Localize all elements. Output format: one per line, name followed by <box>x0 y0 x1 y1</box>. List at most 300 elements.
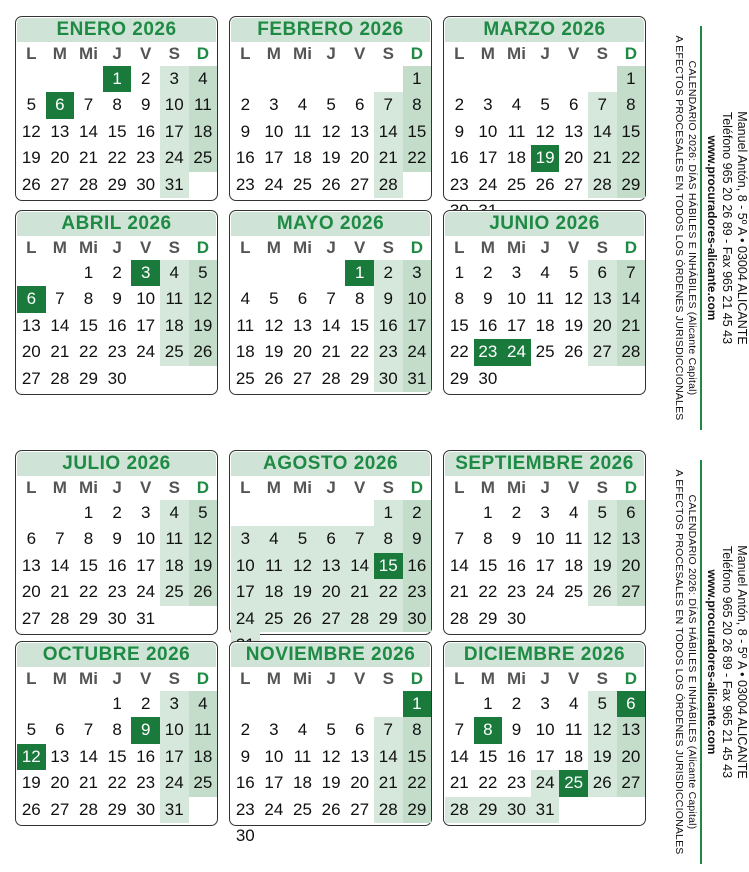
day-cell: 22 <box>617 145 646 171</box>
day-cell: 28 <box>617 339 646 365</box>
day-cell: 19 <box>588 744 617 770</box>
day-cell: 19 <box>564 315 584 335</box>
day-cell: 3 <box>483 95 493 115</box>
week-row <box>16 553 217 579</box>
week-row <box>444 66 645 92</box>
day-cell: 11 <box>160 526 189 552</box>
weekday-header <box>16 667 217 691</box>
day-cell: 15 <box>617 119 646 145</box>
day-cell: 13 <box>50 121 70 141</box>
day-cell: 30 <box>507 608 526 628</box>
empty-cell <box>559 606 588 632</box>
weekday-label: J <box>326 44 336 63</box>
day-cell: 20 <box>21 582 41 602</box>
day-cell: 1 <box>483 694 493 713</box>
weekday-label: Mi <box>79 44 98 63</box>
day-cell: 15 <box>478 746 498 766</box>
empty-cell <box>345 500 374 526</box>
week-row <box>16 313 217 339</box>
weekday-label: S <box>168 669 180 688</box>
week-row <box>444 717 645 743</box>
day-cell: 9 <box>454 121 465 141</box>
month-card <box>443 641 646 826</box>
day-cell: 2 <box>140 69 151 88</box>
weekday-label: V <box>140 238 152 257</box>
day-cell: 24 <box>160 145 189 171</box>
empty-cell <box>445 500 474 526</box>
week-row <box>16 366 217 392</box>
empty-cell <box>46 691 75 717</box>
week-row <box>16 119 217 145</box>
day-cell: 29 <box>474 797 503 823</box>
week-row <box>444 579 645 605</box>
weekday-label: S <box>596 238 608 257</box>
day-cell: 28 <box>79 174 98 194</box>
empty-cell <box>189 797 218 823</box>
day-cell: 14 <box>79 746 98 766</box>
day-cell: 23 <box>374 339 403 365</box>
day-cell: 4 <box>189 691 218 717</box>
calendar-note: CALENDARIO 2026: DÍAS HÁBILES E INHÁBILES (Alicante Capital) <box>686 494 698 830</box>
empty-cell <box>474 66 503 92</box>
day-cell: 26 <box>588 770 617 796</box>
day-cell: 2 <box>112 503 122 522</box>
weekday-label: Mi <box>79 238 98 257</box>
weekday-label: J <box>540 478 550 497</box>
weekday-label: Mi <box>507 44 526 63</box>
contact-panel-bottom <box>661 452 749 872</box>
day-cell: 14 <box>321 315 341 335</box>
weekday-label: V <box>140 44 152 63</box>
day-cell: 19 <box>189 313 218 339</box>
day-cell: 26 <box>288 606 317 632</box>
week-row <box>230 260 431 286</box>
empty-cell <box>231 66 260 92</box>
weekday-label: V <box>568 238 580 257</box>
holiday-day: 8 <box>474 717 503 743</box>
day-cell: 8 <box>403 717 432 743</box>
day-cell: 6 <box>617 500 646 526</box>
empty-cell <box>288 260 317 286</box>
day-cell: 9 <box>511 720 522 740</box>
weekday-label: D <box>196 44 209 63</box>
day-cell: 9 <box>240 746 251 766</box>
empty-cell <box>345 66 374 92</box>
day-cell: 1 <box>403 66 432 92</box>
day-cell: 7 <box>374 92 403 118</box>
day-cell: 30 <box>136 799 156 819</box>
weekday-label: V <box>568 44 580 63</box>
month-card <box>443 450 646 635</box>
day-cell: 13 <box>293 315 312 335</box>
empty-cell <box>374 66 403 92</box>
day-cell: 2 <box>454 95 465 115</box>
day-cell: 17 <box>478 148 498 168</box>
day-cell: 14 <box>50 315 70 335</box>
day-cell: 26 <box>21 174 41 194</box>
day-cell: 1 <box>112 694 122 713</box>
divider <box>700 26 702 430</box>
day-cell: 17 <box>231 579 260 605</box>
holiday-day: 6 <box>617 691 646 717</box>
day-cell: 29 <box>107 799 127 819</box>
day-cell: 24 <box>136 342 156 362</box>
weekday-label: S <box>382 238 394 257</box>
week-row <box>444 172 645 198</box>
day-cell: 6 <box>588 260 617 286</box>
day-cell: 20 <box>21 342 41 362</box>
day-cell: 27 <box>317 606 346 632</box>
week-row <box>230 691 431 717</box>
day-cell: 24 <box>160 770 189 796</box>
weekday-label: V <box>140 669 152 688</box>
week-row <box>444 691 645 717</box>
website-link[interactable]: www.procuradores-alicante.com <box>705 135 719 321</box>
day-cell: 7 <box>55 289 65 309</box>
day-cell: 24 <box>531 770 560 796</box>
day-cell: 26 <box>564 342 584 362</box>
day-cell: 31 <box>403 366 432 392</box>
day-cell: 14 <box>588 119 617 145</box>
weekday-label: M <box>266 669 281 688</box>
day-cell: 5 <box>288 526 317 552</box>
holiday-day: 25 <box>559 770 588 796</box>
day-cell: 9 <box>374 286 403 312</box>
day-cell: 24 <box>478 174 498 194</box>
week-row <box>230 119 431 145</box>
day-cell: 12 <box>264 315 284 335</box>
weekday-label: S <box>596 478 608 497</box>
day-cell: 2 <box>112 263 122 282</box>
empty-cell <box>231 691 260 717</box>
day-cell: 3 <box>540 503 550 522</box>
day-cell: 10 <box>478 121 498 141</box>
day-cell: 15 <box>478 555 498 575</box>
day-cell: 20 <box>617 744 646 770</box>
day-cell: 13 <box>350 746 370 766</box>
day-cell: 1 <box>374 500 403 526</box>
weekday-header <box>16 42 217 66</box>
week-row <box>16 770 217 796</box>
weekday-label: Mi <box>79 478 98 497</box>
day-cell: 18 <box>293 148 312 168</box>
empty-cell <box>46 66 75 92</box>
day-cell: 7 <box>617 260 646 286</box>
empty-cell <box>17 260 46 286</box>
day-cell: 7 <box>83 720 94 740</box>
empty-cell <box>559 366 588 392</box>
phone-fax: Teléfono 965 20 26 89 - Fax 965 21 45 43 <box>720 545 734 779</box>
day-cell: 18 <box>293 773 312 793</box>
day-cell: 24 <box>136 582 156 602</box>
day-cell: 1 <box>83 503 94 522</box>
day-cell: 11 <box>507 121 526 141</box>
day-cell: 22 <box>107 148 127 168</box>
day-cell: 17 <box>160 744 189 770</box>
day-cell: 17 <box>264 148 284 168</box>
week-row <box>16 500 217 526</box>
day-cell: 21 <box>321 342 341 362</box>
day-cell: 8 <box>617 92 646 118</box>
website-link[interactable]: www.procuradores-alicante.com <box>705 569 719 755</box>
day-cell: 14 <box>345 553 374 579</box>
weekday-label: L <box>26 669 37 688</box>
weekday-label: J <box>112 669 122 688</box>
day-cell: 11 <box>564 529 583 549</box>
day-cell: 25 <box>260 606 289 632</box>
weekday-header <box>230 667 431 691</box>
month-card <box>443 16 646 201</box>
day-cell: 11 <box>293 746 312 766</box>
day-cell: 28 <box>345 606 374 632</box>
day-cell: 19 <box>189 553 218 579</box>
day-cell: 3 <box>403 260 432 286</box>
empty-cell <box>231 260 260 286</box>
day-cell: 22 <box>449 342 469 362</box>
day-cell: 2 <box>483 263 493 282</box>
weekday-label: S <box>596 44 608 63</box>
day-cell: 18 <box>160 553 189 579</box>
day-cell: 20 <box>350 773 370 793</box>
week-row <box>230 66 431 92</box>
day-cell: 22 <box>478 582 498 602</box>
day-cell: 18 <box>535 315 555 335</box>
day-cell: 21 <box>50 342 70 362</box>
day-cell: 10 <box>403 286 432 312</box>
day-cell: 8 <box>483 529 493 549</box>
address: Manuel Antón, 8 - 5º A • 03004 ALICANTE <box>735 111 749 345</box>
day-cell: 16 <box>507 555 526 575</box>
day-cell: 31 <box>160 172 189 198</box>
empty-cell <box>531 66 560 92</box>
week-row <box>16 606 217 632</box>
day-cell: 11 <box>536 289 554 309</box>
week-row <box>230 500 431 526</box>
day-cell: 12 <box>189 286 218 312</box>
day-cell: 25 <box>160 339 189 365</box>
day-cell: 5 <box>26 720 37 740</box>
day-cell: 1 <box>454 263 465 282</box>
week-row <box>444 606 645 632</box>
day-cell: 3 <box>511 263 522 282</box>
month-title: JULIO 2026 <box>17 452 216 476</box>
day-cell: 18 <box>260 579 289 605</box>
empty-cell <box>559 66 588 92</box>
holiday-day: 1 <box>403 691 432 717</box>
day-cell: 1 <box>483 503 493 522</box>
day-cell: 21 <box>50 582 70 602</box>
weekday-label: D <box>196 669 209 688</box>
day-cell: 6 <box>55 720 65 740</box>
week-row <box>444 260 645 286</box>
day-cell: 16 <box>507 746 526 766</box>
day-cell: 14 <box>374 744 403 770</box>
day-cell: 2 <box>511 694 522 713</box>
day-cell: 9 <box>240 121 251 141</box>
day-cell: 25 <box>507 174 526 194</box>
weekday-label: V <box>568 669 580 688</box>
month-title: NOVIEMBRE 2026 <box>231 643 430 667</box>
day-cell: 4 <box>160 260 189 286</box>
weekday-label: Mi <box>293 669 312 688</box>
day-cell: 11 <box>260 553 289 579</box>
day-cell: 5 <box>269 289 279 309</box>
day-cell: 15 <box>79 555 98 575</box>
day-cell: 7 <box>454 720 465 740</box>
week-row <box>230 366 431 392</box>
week-row <box>16 66 217 92</box>
empty-cell <box>131 366 160 392</box>
day-cell: 15 <box>403 119 432 145</box>
day-cell: 30 <box>235 825 255 845</box>
empty-cell <box>317 500 346 526</box>
weekday-label: L <box>26 478 37 497</box>
day-cell: 2 <box>240 720 251 740</box>
day-cell: 21 <box>374 770 403 796</box>
holiday-day: 24 <box>502 339 531 365</box>
week-row <box>444 526 645 552</box>
day-cell: 20 <box>588 313 617 339</box>
day-cell: 29 <box>350 368 370 388</box>
day-cell: 5 <box>540 95 550 115</box>
day-cell: 14 <box>449 555 469 575</box>
empty-cell <box>502 366 531 392</box>
day-cell: 26 <box>21 799 41 819</box>
day-cell: 4 <box>568 694 579 713</box>
day-cell: 23 <box>136 148 156 168</box>
week-row <box>444 366 645 392</box>
empty-cell <box>46 500 75 526</box>
weekday-label: S <box>168 44 180 63</box>
day-cell: 19 <box>21 773 41 793</box>
day-cell: 16 <box>136 746 156 766</box>
empty-cell <box>502 66 531 92</box>
week-row <box>230 286 431 312</box>
day-cell: 19 <box>288 579 317 605</box>
day-cell: 14 <box>50 555 70 575</box>
day-cell: 11 <box>160 286 189 312</box>
empty-cell <box>559 797 588 823</box>
weekday-label: S <box>596 669 608 688</box>
day-cell: 13 <box>50 746 70 766</box>
weekday-label: D <box>624 669 637 688</box>
day-cell: 27 <box>588 339 617 365</box>
day-cell: 1 <box>617 66 646 92</box>
week-row <box>230 606 431 632</box>
day-cell: 26 <box>264 368 284 388</box>
month-title: DICIEMBRE 2026 <box>445 643 644 667</box>
month-card <box>229 450 432 635</box>
day-cell: 19 <box>321 773 341 793</box>
day-cell: 19 <box>321 148 341 168</box>
month-title: FEBRERO 2026 <box>231 18 430 42</box>
weekday-label: L <box>454 478 465 497</box>
weekday-header <box>444 42 645 66</box>
day-cell: 25 <box>293 799 312 819</box>
weekday-header <box>230 42 431 66</box>
day-cell: 1 <box>83 263 94 282</box>
empty-cell <box>588 366 617 392</box>
day-cell: 27 <box>617 770 646 796</box>
week-row <box>230 526 431 552</box>
weekday-label: D <box>624 44 637 63</box>
day-cell: 18 <box>160 313 189 339</box>
weekday-label: M <box>52 669 67 688</box>
day-cell: 2 <box>374 260 403 286</box>
day-cell: 10 <box>231 553 260 579</box>
day-cell: 27 <box>21 368 41 388</box>
day-cell: 14 <box>79 121 98 141</box>
day-cell: 10 <box>507 289 526 309</box>
day-cell: 17 <box>264 773 284 793</box>
day-cell: 29 <box>403 797 432 823</box>
day-cell: 19 <box>21 148 41 168</box>
day-cell: 28 <box>449 608 469 628</box>
day-cell: 21 <box>588 145 617 171</box>
day-cell: 3 <box>231 526 260 552</box>
empty-cell <box>260 823 289 849</box>
week-row <box>16 579 217 605</box>
weekday-label: J <box>112 44 122 63</box>
week-row <box>16 717 217 743</box>
day-cell: 11 <box>564 720 583 740</box>
day-cell: 13 <box>564 121 584 141</box>
day-cell: 16 <box>107 555 127 575</box>
calendar-note-2: A EFECTOS PROCESALES EN TODOS LOS ÓRDENES JURISDICCIONALES <box>673 469 685 855</box>
day-cell: 13 <box>588 286 617 312</box>
day-cell: 29 <box>79 608 98 628</box>
week-row <box>444 339 645 365</box>
month-card <box>229 641 432 845</box>
day-cell: 30 <box>107 368 127 388</box>
empty-cell <box>189 606 218 632</box>
day-cell: 3 <box>269 95 279 115</box>
weekday-label: D <box>624 238 637 257</box>
day-cell: 2 <box>140 694 151 713</box>
holiday-day: 3 <box>131 260 160 286</box>
weekday-label: L <box>240 238 251 257</box>
day-cell: 8 <box>112 95 122 115</box>
empty-cell <box>260 66 289 92</box>
week-row <box>230 553 431 579</box>
day-cell: 28 <box>50 368 70 388</box>
contact-panel-top <box>661 18 749 438</box>
weekday-label: J <box>112 478 122 497</box>
day-cell: 29 <box>374 606 403 632</box>
month-title: JUNIO 2026 <box>445 212 644 236</box>
day-cell: 26 <box>321 799 341 819</box>
day-cell: 21 <box>345 579 374 605</box>
holiday-day: 1 <box>345 260 374 286</box>
day-cell: 8 <box>83 529 94 549</box>
day-cell: 10 <box>160 717 189 743</box>
week-row <box>444 770 645 796</box>
day-cell: 18 <box>564 746 584 766</box>
week-row <box>16 744 217 770</box>
day-cell: 17 <box>403 313 432 339</box>
day-cell: 13 <box>617 526 646 552</box>
weekday-label: D <box>196 238 209 257</box>
day-cell: 10 <box>136 529 156 549</box>
day-cell: 16 <box>107 315 127 335</box>
day-cell: 24 <box>264 799 284 819</box>
day-cell: 15 <box>107 746 127 766</box>
day-cell: 15 <box>107 121 127 141</box>
day-cell: 14 <box>374 119 403 145</box>
day-cell: 22 <box>478 773 498 793</box>
day-cell: 11 <box>189 92 218 118</box>
day-cell: 3 <box>160 66 189 92</box>
